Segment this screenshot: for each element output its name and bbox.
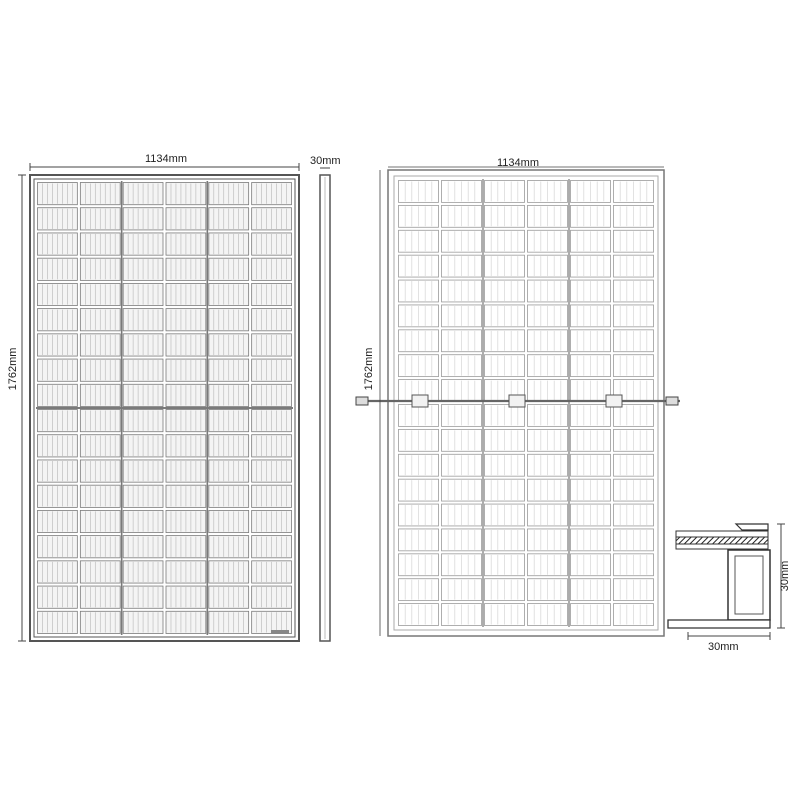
profile-height-label: 30mm [779,560,791,592]
front-width-label: 1134mm [145,153,187,165]
backsheet-layer [676,544,768,549]
mc4-connector-right [666,397,678,405]
back-width-label: 1134mm [497,157,539,169]
frame-profile-view [668,524,785,640]
frame-hollow-chamber [728,550,770,620]
back-height-label: 1762mm [363,347,375,391]
side-view [320,168,330,641]
junction-box [606,395,622,407]
profile-width-label: 30mm [708,641,739,653]
nameplate-label [271,630,289,634]
front-view [18,163,299,641]
junction-box [509,395,525,407]
side-depth-label: 30mm [310,155,341,167]
junction-box [412,395,428,407]
back-view [356,167,680,636]
frame-top-lip [736,524,768,530]
frame-bottom-flange [668,620,770,628]
cell-encapsulant-layer [676,537,768,544]
glass-layer [676,531,768,537]
front-height-label: 1762mm [7,347,19,391]
mc4-connector-left [356,397,368,405]
